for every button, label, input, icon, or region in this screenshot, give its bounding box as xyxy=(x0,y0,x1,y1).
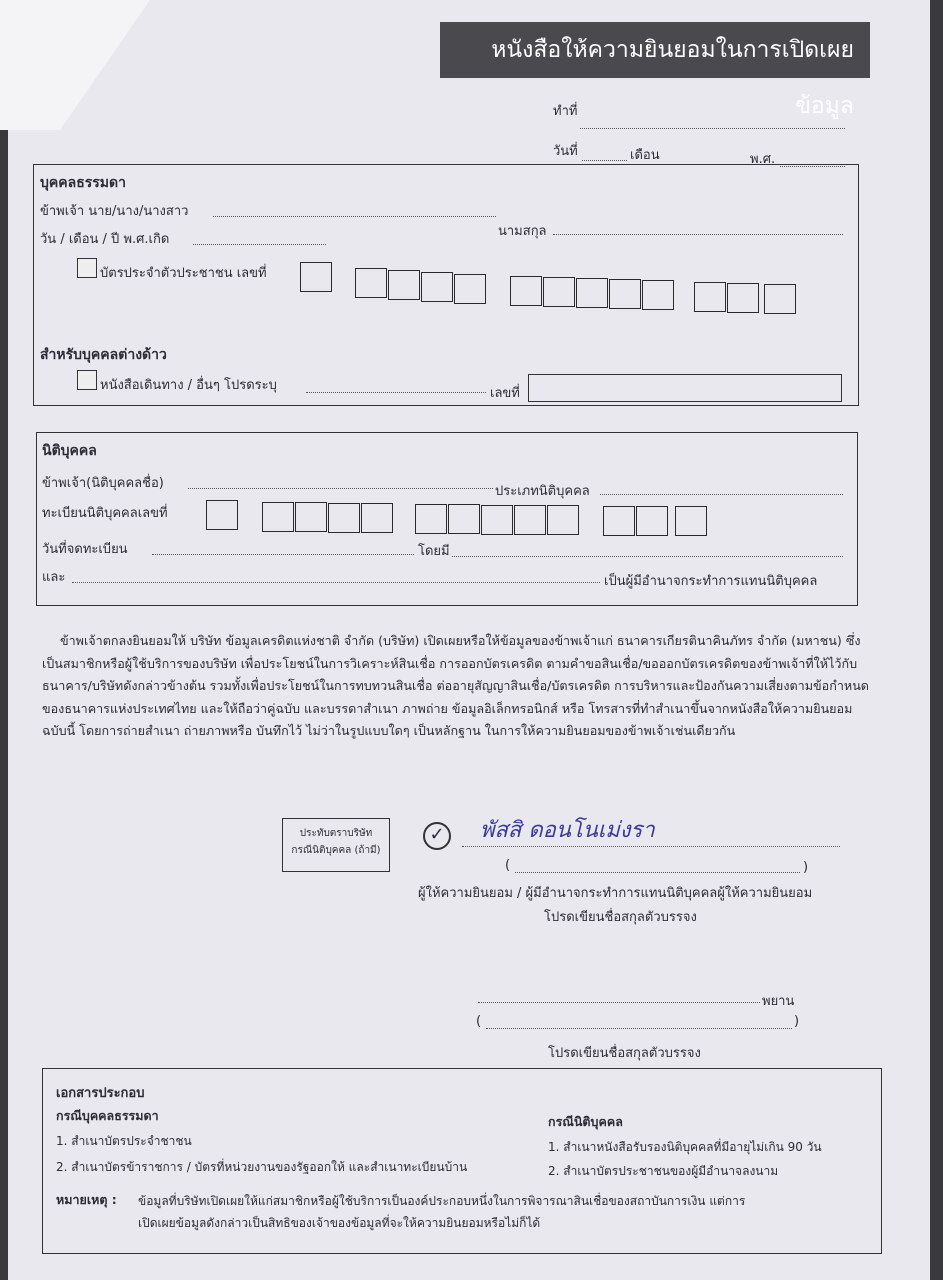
company-seal-box xyxy=(282,818,390,872)
place-field[interactable] xyxy=(580,128,845,129)
note-line-1: ข้อมูลที่บริษัทเปิดเผยให้แก่สมาชิกหรือผู้ใช้บริการเป็นองค์ประกอบหนึ่งในการพิจารณาสินเชื่อของสถาบันการเงิน แต่การ xyxy=(138,1194,746,1208)
witness-paren-close: ) xyxy=(794,1014,800,1029)
reg-digit-box[interactable] xyxy=(262,502,294,532)
day-field[interactable] xyxy=(582,160,627,161)
natural-doc-1: 1. สำเนาบัตรประจำชาชน xyxy=(56,1134,192,1148)
juristic-reg-label: ทะเบียนนิติบุคคลเลขที่ xyxy=(42,506,168,521)
form-title: หนังสือให้ความยินยอมในการเปิดเผยข้อมูล xyxy=(440,22,870,78)
natural-doc-2: 2. สำเนาบัตรข้าราชการ / บัตรที่หน่วยงานของรัฐออกให้ และสำเนาทะเบียนบ้าน xyxy=(56,1160,468,1174)
id-digit-box[interactable] xyxy=(727,283,759,313)
dob-field[interactable] xyxy=(193,244,326,245)
reg-digit-box[interactable] xyxy=(206,500,238,530)
juristic-heading: นิติบุคคล xyxy=(42,443,97,459)
reg-digit-box[interactable] xyxy=(295,502,327,532)
by-label: โดยมี xyxy=(418,544,450,559)
passport-number-label: เลขที่ xyxy=(490,386,520,401)
reg-digit-box[interactable] xyxy=(636,506,668,536)
idcard-checkbox[interactable] xyxy=(77,258,97,278)
witness-signature-line[interactable] xyxy=(478,1002,760,1003)
seal-line-1: ประทับตราบริษัท xyxy=(299,828,373,839)
reg-digit-box[interactable] xyxy=(328,503,360,533)
id-digit-box[interactable] xyxy=(421,272,453,302)
witness-label: พยาน xyxy=(762,994,795,1009)
juristic-docs-heading: กรณีนิติบุคคล xyxy=(548,1114,623,1129)
id-digit-box[interactable] xyxy=(764,284,796,314)
reg-date-field[interactable] xyxy=(152,554,414,555)
id-digit-box[interactable] xyxy=(694,282,726,312)
witness-name-field[interactable] xyxy=(486,1028,792,1029)
juristic-type-field[interactable] xyxy=(600,494,843,495)
consent-text: ข้าพเจ้าตกลงยินยอมให้ บริษัท ข้อมูลเครดิตแห่งชาติ จำกัด (บริษัท) เปิดเผยหรือให้ข้อมูลของข้าพเจ้าแก่ ธนาคารเกียรตินาคินภัทร จำกัด (มหาชน) ซึ่งเป็นสมาชิกหรือผู้ใช้บริการของบริษัท เพื่อประโยชน์ในการวิเคราะห์สินเชื่อ การออกบัตรเครดิต ตามคำขอสินเชื่อ/ขอออกบัตรเครดิตของข้าพเจ้าที่ให้ไว้กับธนาคาร/บริษัทดังกล่าวข้างต้น รวมทั้งเพื่อประโยชน์ในการทบทวนสินเชื่อ ต่ออายุสัญญาสินเชื่อ/บัตรเครดิต การบริหารและป้องกันความเสี่ยงตามข้อกำหนดของธนาคารแห่งประเทศไทย และให้ถือว่าคู่ฉบับ และบรรดาสำเนา ภาพถ่าย ข้อมูลอิเล็กทรอนิกส์ หรือ โทรสารที่ทำสำเนาขึ้นจากหนังสือให้ความยินยอมฉบับนี้ โดยการถ่ายสำเนา ถ่ายภาพหรือ บันทึกไว้ ไม่ว่าในรูปแบบใดๆ เป็นหลักฐาน ในการให้ความยินยอมของข้าพเจ้าเช่นเดียวกัน xyxy=(42,633,869,738)
id-digit-box[interactable] xyxy=(576,278,608,308)
passport-number-field[interactable] xyxy=(528,374,842,402)
name-paren-close: ) xyxy=(803,860,809,875)
id-digit-box[interactable] xyxy=(510,276,542,306)
id-digit-box[interactable] xyxy=(300,262,332,292)
juristic-name-field[interactable] xyxy=(188,488,493,489)
name-field[interactable] xyxy=(213,216,496,217)
id-digit-box[interactable] xyxy=(642,280,674,310)
dob-label: วัน / เดือน / ปี พ.ศ.เกิด xyxy=(40,232,170,247)
natural-person-heading: บุคคลธรรมดา xyxy=(40,175,126,191)
foreigner-heading: สำหรับบุคคลต่างด้าว xyxy=(40,347,167,363)
idcard-label: บัตรประจำตัวประชาชน เลขที่ xyxy=(100,266,267,281)
place-label: ทำที่ xyxy=(553,104,578,119)
witness-paren-open: ( xyxy=(476,1014,482,1029)
print-name-field[interactable] xyxy=(515,872,800,873)
juristic-doc-1: 1. สำเนาหนังสือรับรองนิติบุคคลที่มีอายุไม่เกิน 90 วัน xyxy=(548,1140,822,1154)
and-field[interactable] xyxy=(72,582,600,583)
reg-digit-box[interactable] xyxy=(514,505,546,535)
id-digit-box[interactable] xyxy=(355,268,387,298)
juristic-type-label: ประเภทนิติบุคคล xyxy=(495,484,590,499)
date-label: วันที่ xyxy=(553,144,578,159)
reg-digit-box[interactable] xyxy=(675,506,707,536)
reg-digit-box[interactable] xyxy=(603,506,635,536)
surname-field[interactable] xyxy=(553,234,843,235)
natural-docs-heading: กรณีบุคคลธรรมดา xyxy=(56,1108,159,1123)
id-digit-box[interactable] xyxy=(543,277,575,307)
reg-digit-box[interactable] xyxy=(481,505,513,535)
authorized-label: เป็นผู้มีอำนาจกระทำการแทนนิติบุคคล xyxy=(604,574,818,589)
passport-label: หนังสือเดินทาง / อื่นๆ โปรดระบุ xyxy=(100,378,277,393)
year-label: พ.ศ. xyxy=(750,152,776,167)
id-digit-box[interactable] xyxy=(609,279,641,309)
handwritten-signature: พัสสิ ดอนโนเม่งรา xyxy=(480,818,655,843)
signature-line[interactable] xyxy=(462,846,840,847)
seal-line-2: กรณีนิติบุคคล (ถ้ามี) xyxy=(291,845,381,856)
passport-type-field[interactable] xyxy=(306,392,486,393)
id-digit-box[interactable] xyxy=(388,270,420,300)
reg-digit-box[interactable] xyxy=(547,505,579,535)
juristic-doc-2: 2. สำเนาบัตรประชาชนของผู้มีอำนาจลงนาม xyxy=(548,1164,779,1178)
month-label: เดือน xyxy=(630,148,660,163)
witness-print-instruction: โปรดเขียนชื่อสกุลตัวบรรจง xyxy=(548,1046,701,1061)
juristic-name-label: ข้าพเจ้า(นิติบุคคลชื่อ) xyxy=(42,476,164,491)
passport-checkbox[interactable] xyxy=(77,370,97,390)
reg-date-label: วันที่จดทะเบียน xyxy=(42,542,128,557)
id-digit-box[interactable] xyxy=(454,274,486,304)
name-label: ข้าพเจ้า นาย/นาง/นางสาว xyxy=(40,204,189,219)
reg-digit-box[interactable] xyxy=(415,504,447,534)
note-line-2: เปิดเผยข้อมูลดังกล่าวเป็นสิทธิของเจ้าของข้อมูลที่จะให้ความยินยอมหรือไม่ก็ได้ xyxy=(138,1216,541,1230)
and-label: และ xyxy=(42,570,66,585)
consenter-label: ผู้ให้ความยินยอม / ผู้มีอำนาจกระทำการแทนนิติบุคคลผู้ให้ความยินยอม xyxy=(418,886,813,901)
reg-digit-box[interactable] xyxy=(448,504,480,534)
reg-digit-box[interactable] xyxy=(361,503,393,533)
checkmark-icon: ✓ xyxy=(423,822,451,850)
note-label: หมายเหตุ : xyxy=(56,1192,117,1207)
surname-label: นามสกุล xyxy=(498,224,547,239)
by-field[interactable] xyxy=(452,556,843,557)
print-name-instruction: โปรดเขียนชื่อสกุลตัวบรรจง xyxy=(544,910,697,925)
name-paren-open: ( xyxy=(505,858,511,873)
attachments-heading: เอกสารประกอบ xyxy=(56,1086,145,1101)
